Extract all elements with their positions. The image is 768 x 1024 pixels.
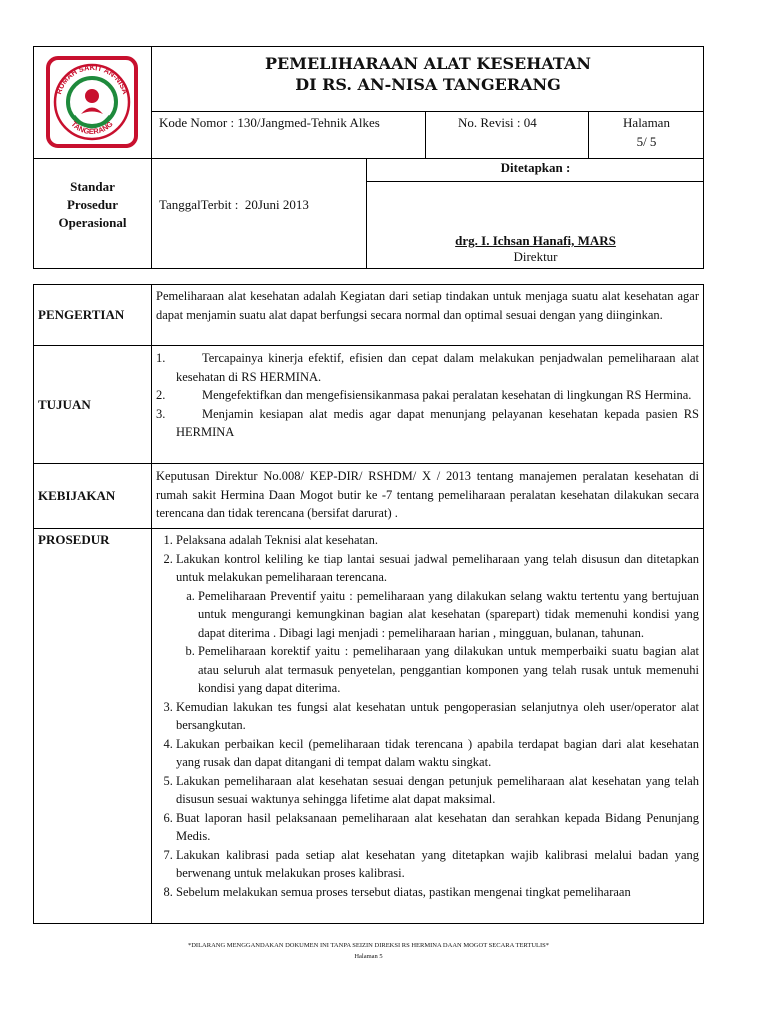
title-line-1: PEMELIHARAAN ALAT KESEHATAN — [265, 54, 591, 73]
prosedur-item: 6. Buat laporan hasil pelaksanaan pemeliharaan alat kesehatan dan serahkan kepada Bidang Penunjang Medis. — [176, 809, 699, 846]
tujuan-text: Tercapainya kinerja efektif, efisien dan cepat dalam melakukan penjadwalan pemeliharaan alat kesehatan di RS HERMINA. — [176, 351, 699, 384]
signer-name: drg. I. Ichsan Hanafi, MARS — [455, 233, 616, 248]
divider — [366, 181, 704, 182]
prosedur-item: 5. Lakukan pemeliharaan alat kesehatan sesuai dengan petunjuk pemeliharaan alat kesehatan yang telah disusun sesuai waktunya sehingga lifetime alat dapat maksimal. — [176, 772, 699, 809]
tujuan-text: Mengefektifkan dan mengefisiensikanmasa pakai peralatan kesehatan di lingkungan RS Hermina. — [202, 388, 692, 402]
label-kebijakan: KEBIJAKAN — [38, 488, 116, 503]
halaman-label: Halaman — [623, 115, 670, 130]
title-line-2: DI RS. AN-NISA TANGERANG — [295, 75, 561, 94]
logo-bottom-text: TANGERANG — [69, 119, 115, 137]
spo-line-1: Standar — [70, 179, 115, 194]
prosedur-item: 7. Lakukan kalibrasi pada setiap alat kesehatan yang ditetapkan wajib kalibrasi melalui badan yang berwenang untuk melakukan proses kalibrasi. — [176, 846, 699, 883]
document-title — [152, 53, 704, 95]
prosedur-item: 3. Kemudian lakukan tes fungsi alat kesehatan untuk pengoperasian selanjutnya oleh user/operator alat bersangkutan. — [176, 698, 699, 735]
tujuan-num: 1. — [156, 351, 166, 365]
divider — [33, 463, 704, 464]
halaman-value: 5/ 5 — [636, 134, 657, 149]
prosedur-subitem: b. Pemeliharaan korektif yaitu : pemeliharaan yang dilakukan untuk memperbaiki suatu bagian alat atau seluruh alat termasuk penyetelan, penggantian komponen yang telah rusak untuk memenuhi kondisi yang dapat diterima. — [198, 642, 699, 698]
tujuan-num: 2. — [156, 388, 166, 402]
prosedur-sublist — [176, 587, 699, 698]
divider — [33, 345, 704, 346]
tujuan-item — [156, 405, 699, 442]
tujuan-item — [156, 349, 699, 386]
ditetapkan-label: Ditetapkan : — [500, 160, 571, 175]
spo-line-3: Operasional — [58, 215, 127, 230]
footer-page: Halaman 5 — [354, 953, 383, 960]
divider — [151, 284, 152, 924]
divider — [33, 158, 704, 159]
tujuan-text: Menjamin kesiapan alat medis agar dapat menunjang pelayanan kesehatan kepada pasien RS HERMINA — [176, 406, 699, 439]
spo-line-2: Prosedur — [66, 197, 119, 212]
tanggal-terbit: TanggalTerbit : 20Juni 2013 — [159, 197, 309, 212]
prosedur-item-text: Lakukan kontrol keliling ke tiap lantai sesuai jadwal pemeliharaan yang telah disusun dan ditetapkan untuk melakukan pemeliharaan terencana. — [176, 551, 699, 584]
no-revisi: No. Revisi : 04 — [458, 115, 537, 130]
spo-label — [34, 178, 151, 232]
prosedur-item: 1. Pelaksana adalah Teknisi alat kesehatan. — [176, 531, 699, 550]
prosedur-item: 4. Lakukan perbaikan kecil (pemeliharaan tidak terencana ) apabila terdapat bagian dari alat kesehatan yang rusak dan dapat ditangani di tempat dalam waktu singkat. — [176, 735, 699, 772]
label-pengertian: PENGERTIAN — [38, 307, 125, 322]
label-tujuan: TUJUAN — [38, 397, 91, 412]
prosedur-subitem: a. Pemeliharaan Preventif yaitu : pemeliharaan yang dilakukan selang waktu tertentu yang bertujuan untuk mengurangi kemungkinan bagian alat kesehatan (sparepart) tidak memenuhi kondisi yang dapat diterima . Dibagi lagi menjadi : pemeliharaan harian , mingguan, bulanan, tahunan. — [198, 587, 699, 643]
logo-icon — [44, 54, 140, 150]
signer-title: Direktur — [513, 249, 558, 264]
divider — [33, 528, 704, 529]
footer-notice: *DILARANG MENGGANDAKAN DOKUMEN INI TANPA SEIZIN DIREKSI RS HERMINA DAAN MOGOT SECARA TERTULIS* — [187, 942, 550, 949]
hospital-logo — [44, 54, 140, 150]
tujuan-num: 3. — [156, 406, 166, 421]
pengertian-text: Pemeliharaan alat kesehatan adalah Kegiatan dari setiap tindakan untuk menjaga suatu alat kesehatan agar dapat menjamin suatu alat dapat berfungsi secara normal dan optimal sesuai dengan yang diinginkan. — [156, 289, 699, 322]
svg-text:TANGERANG — [69, 119, 114, 136]
divider — [151, 111, 704, 112]
label-prosedur: PROSEDUR — [38, 532, 110, 547]
divider — [425, 111, 426, 159]
kode-nomor: Kode Nomor : 130/Jangmed-Tehnik Alkes — [159, 115, 380, 130]
tujuan-list — [156, 349, 699, 442]
logo-ring-text: RUMAH SAKIT AN-NISA — [54, 62, 130, 96]
prosedur-list — [156, 531, 699, 921]
prosedur-item — [176, 550, 699, 698]
tujuan-item — [156, 386, 699, 405]
prosedur-ordered-list — [156, 531, 699, 901]
prosedur-item: 8. Sebelum melakukan semua proses tersebut diatas, pastikan mengenai tingkat pemeliharaan — [176, 883, 699, 902]
kebijakan-text: Keputusan Direktur No.008/ KEP-DIR/ RSHDM/ X / 2013 tentang manajemen peralatan kesehatan di rumah sakit Hermina Daan Mogot butir ke -7 tentang pemeliharaan peralatan kesehatan dilakukan secara terencana dan tidak terencana (bersifat darurat) . — [156, 469, 699, 520]
